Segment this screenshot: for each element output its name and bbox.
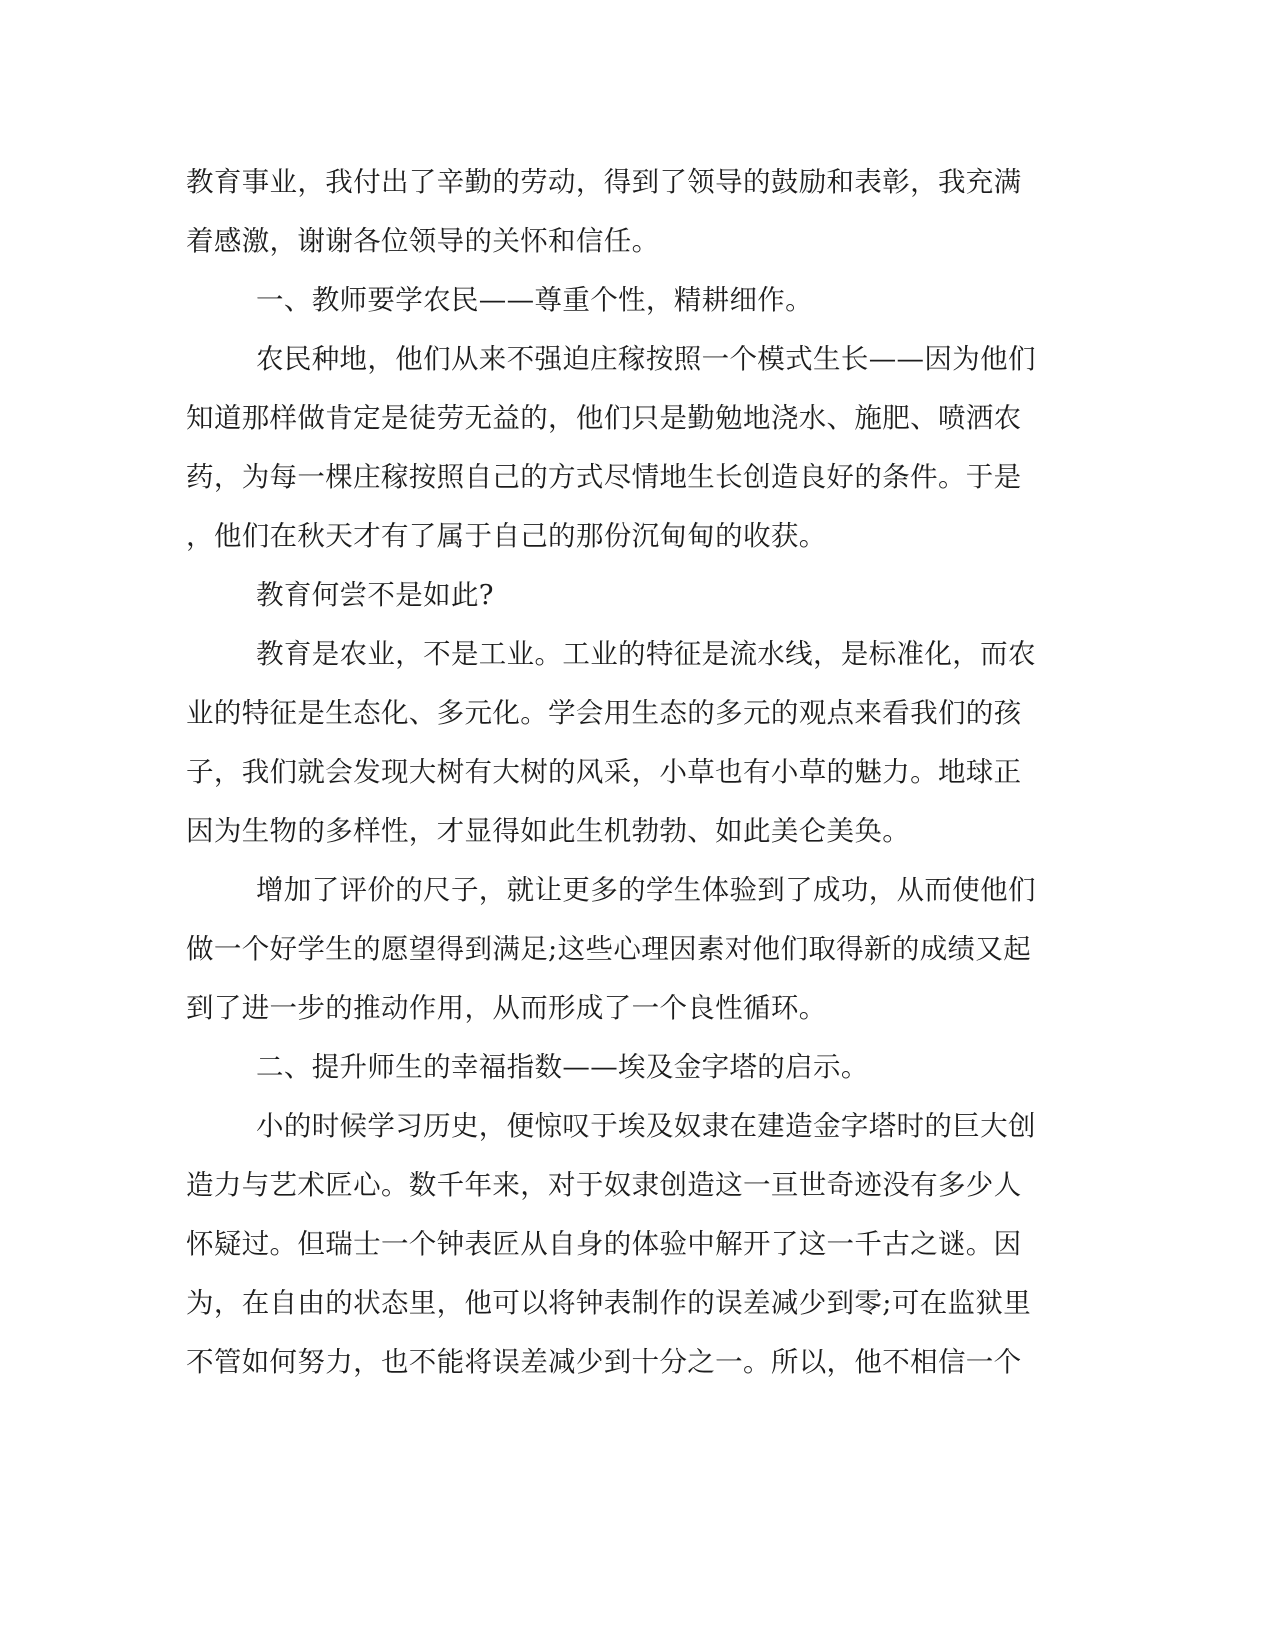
text-line: 药，为每一棵庄稼按照自己的方式尽情地生长创造良好的条件。于是	[186, 461, 1022, 493]
text-line: 怀疑过。但瑞士一个钟表匠从自身的体验中解开了这一千古之谜。因	[186, 1228, 1022, 1260]
text-line: 因为生物的多样性，才显得如此生机勃勃、如此美仑美奂。	[186, 815, 911, 847]
text-line: 业的特征是生态化、多元化。学会用生态的多元的观点来看我们的孩	[186, 697, 1022, 729]
text-line: 不管如何努力，也不能将误差减少到十分之一。所以，他不相信一个	[186, 1346, 1022, 1378]
section-heading: 二、提升师生的幸福指数——埃及金字塔的启示。	[256, 1051, 869, 1083]
section-heading: 一、教师要学农民——尊重个性，精耕细作。	[256, 284, 813, 316]
text-line: 做一个好学生的愿望得到满足;这些心理因素对他们取得新的成绩又起	[186, 933, 1032, 965]
text-line: 子，我们就会发现大树有大树的风采，小草也有小草的魅力。地球正	[186, 756, 1022, 788]
text-line: 着感激，谢谢各位领导的关怀和信任。	[186, 225, 660, 257]
text-line: 教育何尝不是如此?	[256, 579, 494, 611]
text-line: 为，在自由的状态里，他可以将钟表制作的误差减少到零;可在监狱里	[186, 1287, 1032, 1319]
text-line: 增加了评价的尺子，就让更多的学生体验到了成功，从而使他们	[256, 874, 1036, 906]
text-line: 到了进一步的推动作用，从而形成了一个良性循环。	[186, 992, 827, 1024]
text-line: 造力与艺术匠心。数千年来，对于奴隶创造这一亘世奇迹没有多少人	[186, 1169, 1022, 1201]
text-line: 小的时候学习历史，便惊叹于埃及奴隶在建造金字塔时的巨大创	[256, 1110, 1036, 1142]
text-line: 教育事业，我付出了辛勤的劳动，得到了领导的鼓励和表彰，我充满	[186, 166, 1022, 198]
text-line: 教育是农业，不是工业。工业的特征是流水线，是标准化，而农	[256, 638, 1036, 670]
text-line: ，他们在秋天才有了属于自己的那份沉甸甸的收获。	[186, 520, 827, 552]
text-line: 农民种地，他们从来不强迫庄稼按照一个模式生长——因为他们	[256, 343, 1036, 375]
text-line: 知道那样做肯定是徒劳无益的，他们只是勤勉地浇水、施肥、喷洒农	[186, 402, 1022, 434]
